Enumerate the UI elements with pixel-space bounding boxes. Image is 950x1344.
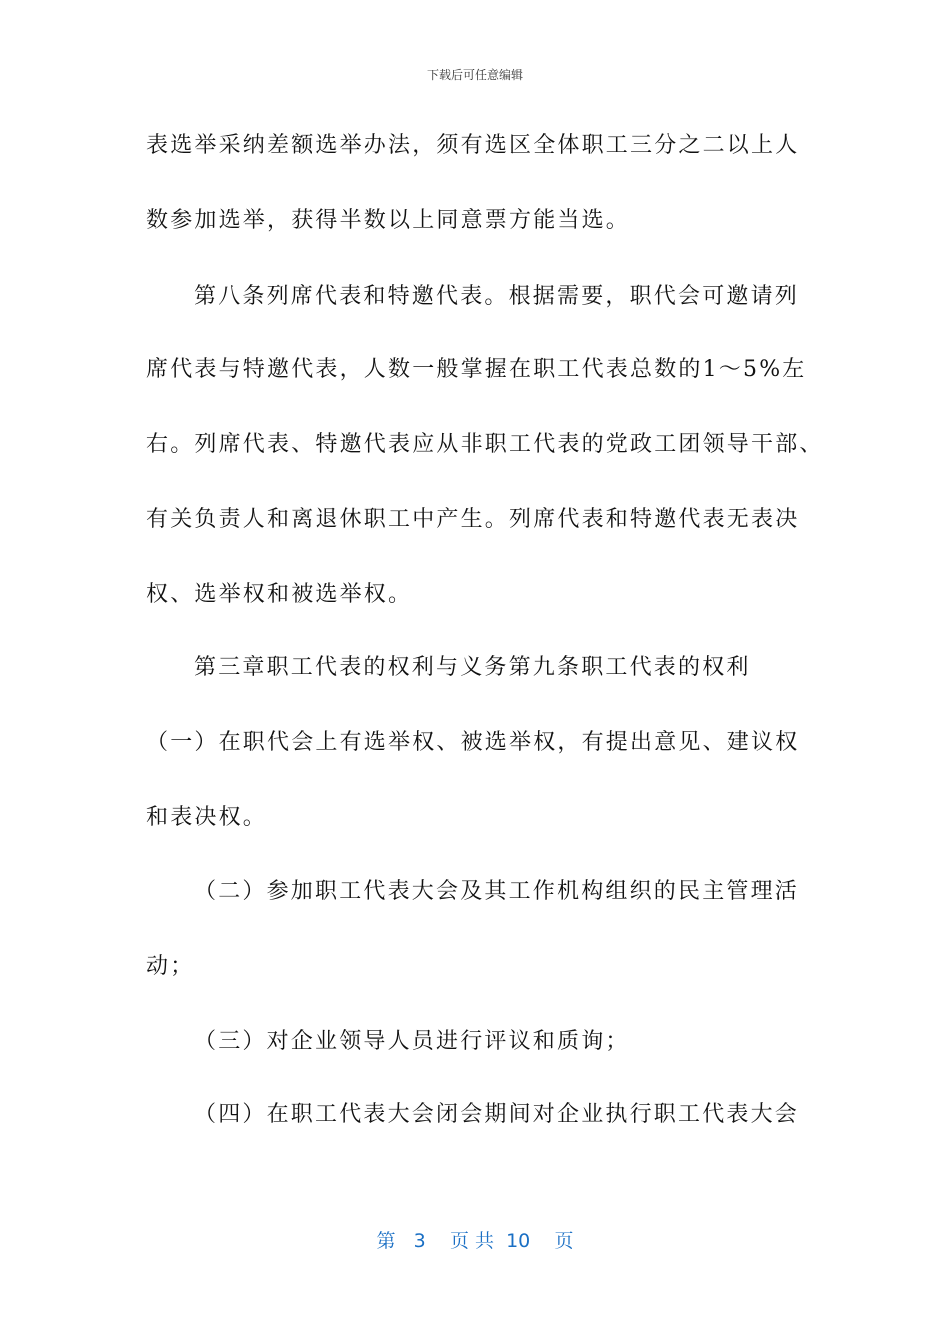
paragraph-start-line: 第八条列席代表和特邀代表。根据需要，职代会可邀请列 bbox=[194, 284, 800, 309]
text-line: 动； bbox=[146, 954, 195, 979]
text-line: 权、选举权和被选举权。 bbox=[146, 582, 413, 607]
text-line: 席代表与特邀代表，人数一般掌握在职工代表总数的1～5%左 bbox=[146, 357, 807, 382]
paragraph-start-line: （四）在职工代表大会闭会期间对企业执行职工代表大会 bbox=[194, 1102, 800, 1127]
paragraph-start-line: （三）对企业领导人员进行评议和质询； bbox=[194, 1029, 630, 1054]
page-header: 下载后可任意编辑 bbox=[426, 68, 523, 82]
text-line: 和表决权。 bbox=[146, 805, 268, 830]
footer-middle: 页 共 bbox=[449, 1230, 494, 1252]
page-footer bbox=[0, 1226, 950, 1253]
text-line: 表选举采纳差额选举办法，须有选区全体职工三分之二以上人 bbox=[146, 133, 800, 158]
text-line: （一）在职代会上有选举权、被选举权，有提出意见、建议权 bbox=[146, 730, 800, 755]
current-page-number: 3 bbox=[413, 1230, 426, 1252]
paragraph-start-line: （二）参加职工代表大会及其工作机构组织的民主管理活 bbox=[194, 879, 800, 904]
text-line: 有关负责人和离退休职工中产生。列席代表和特邀代表无表决 bbox=[146, 507, 800, 532]
footer-prefix: 第 bbox=[376, 1230, 396, 1252]
total-page-count: 10 bbox=[506, 1230, 531, 1252]
footer-suffix: 页 bbox=[554, 1230, 574, 1252]
chapter-heading-line: 第三章职工代表的权利与义务第九条职工代表的权利 bbox=[194, 655, 751, 680]
text-line: 右。列席代表、特邀代表应从非职工代表的党政工团领导干部、 bbox=[146, 432, 824, 457]
text-line: 数参加选举，获得半数以上同意票方能当选。 bbox=[146, 208, 631, 233]
